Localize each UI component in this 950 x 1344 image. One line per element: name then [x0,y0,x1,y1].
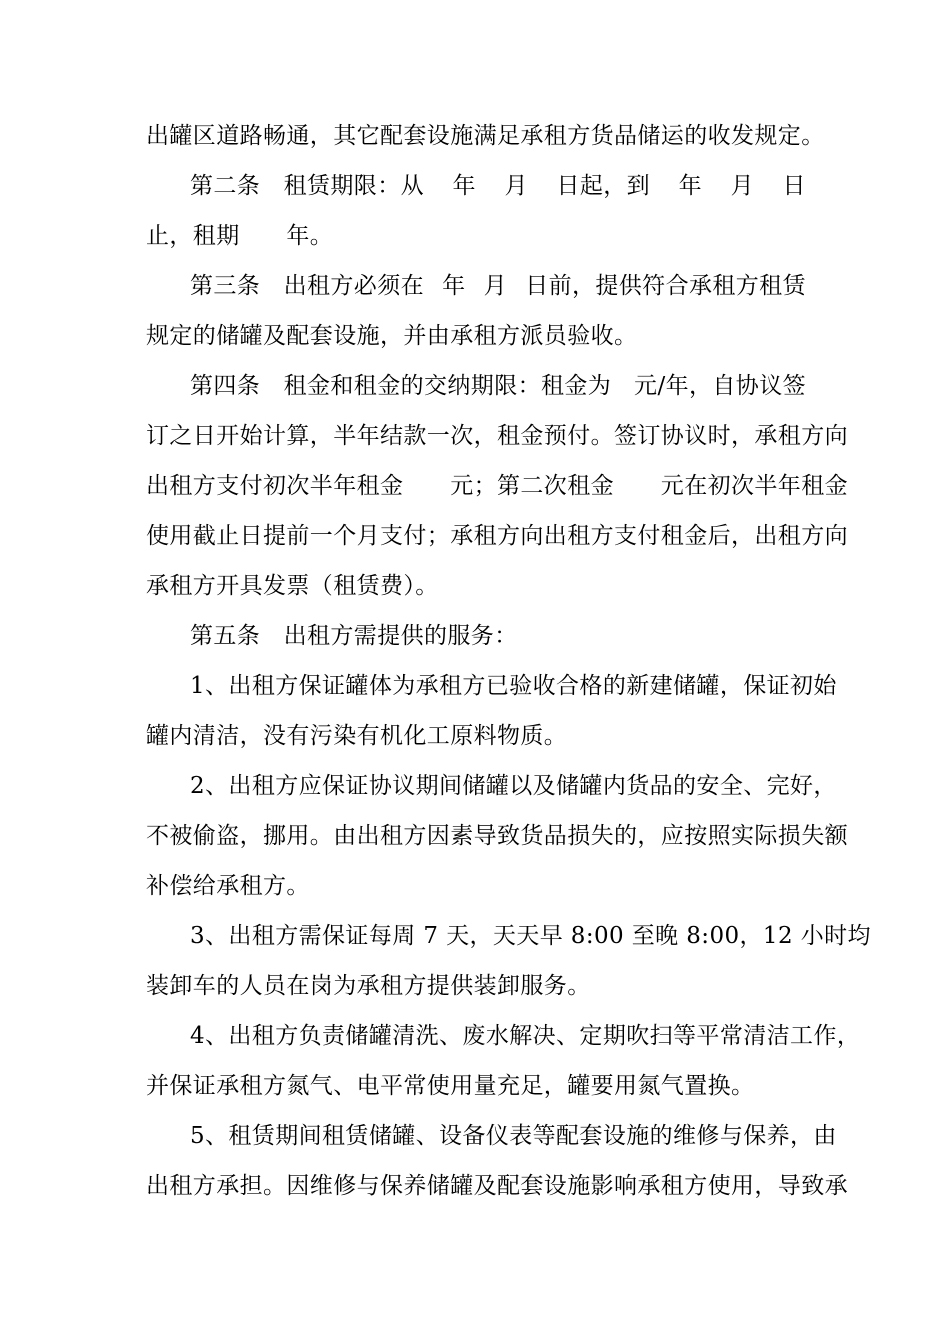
text-line: 5、租赁期间租赁储罐、设备仪表等配套设施的维修与保养，由 [190,1123,837,1149]
text-line: 4、出租方负责储罐清洗、废水解决、定期吹扫等平常清洁工作， [190,1023,861,1049]
text-line: 罐内清洁，没有污染有机化工原料物质。 [146,723,568,749]
text-line: 不被偷盗，挪用。由出租方因素导致货品损失的，应按照实际损失额 [146,823,848,849]
blank-day-label: 日前，提供符合承租方租赁 [525,273,806,299]
article-3-label: 第三条 出租方必须在 [190,273,424,299]
text-line: 出罐区道路畅通，其它配套设施满足承租方货品储运的收发规定。 [146,123,825,149]
blank-day-label: 日起，到 [556,173,651,199]
text-line: 出租方支付初次半年租金 元；第二次租金 元在初次半年租金 [146,473,848,499]
text-line: 出租方承担。因维修与保养储罐及配套设施影响承租方使用，导致承 [146,1173,848,1199]
blank-year-label: 年 [452,173,476,199]
text-line: 1、出租方保证罐体为承租方已验收合格的新建储罐，保证初始 [190,673,837,699]
article-3-line [190,269,806,303]
blank-year-label: 年 [442,273,466,299]
blank-day-label: 日 [782,173,806,199]
text-line: 使用截止日提前一个月支付；承租方向出租方支付租金后，出租方向 [146,523,848,549]
blank-month-label: 月 [483,273,508,299]
blank-month-label: 月 [730,173,754,199]
text-line: 3、出租方需保证每周 7 天，天天早 8:00 至晚 8:00，12 小时均 [190,923,871,949]
blank-year-label: 年 [678,173,703,199]
rent-unit-label: 元/年，自协议签 [634,373,806,399]
text-line: 规定的储罐及配套设施，并由承租方派员验收。 [146,323,638,349]
text-line: 承租方开具发票（租赁费）。 [146,573,439,599]
article-2-line [190,169,806,203]
text-line: 订之日开始计算，半年结款一次，租金预付。签订协议时，承租方向 [146,423,848,449]
text-line: 并保证承租方氮气、电平常使用量充足，罐要用氮气置换。 [146,1073,755,1099]
text-line: 2、出租方应保证协议期间储罐以及储罐内货品的安全、完好， [190,773,837,799]
article-4-label: 第四条 租金和租金的交纳期限：租金为 [190,373,612,399]
text-line: 装卸车的人员在岗为承租方提供装卸服务。 [146,973,591,999]
article-5-heading: 第五条 出租方需提供的服务： [190,623,518,649]
text-line: 补偿给承租方。 [146,873,310,899]
article-2-label: 第二条 租赁期限：从 [190,173,424,199]
text-line: 止，租期 年。 [146,223,334,249]
blank-month-label: 月 [504,173,528,199]
article-4-line [190,369,806,403]
